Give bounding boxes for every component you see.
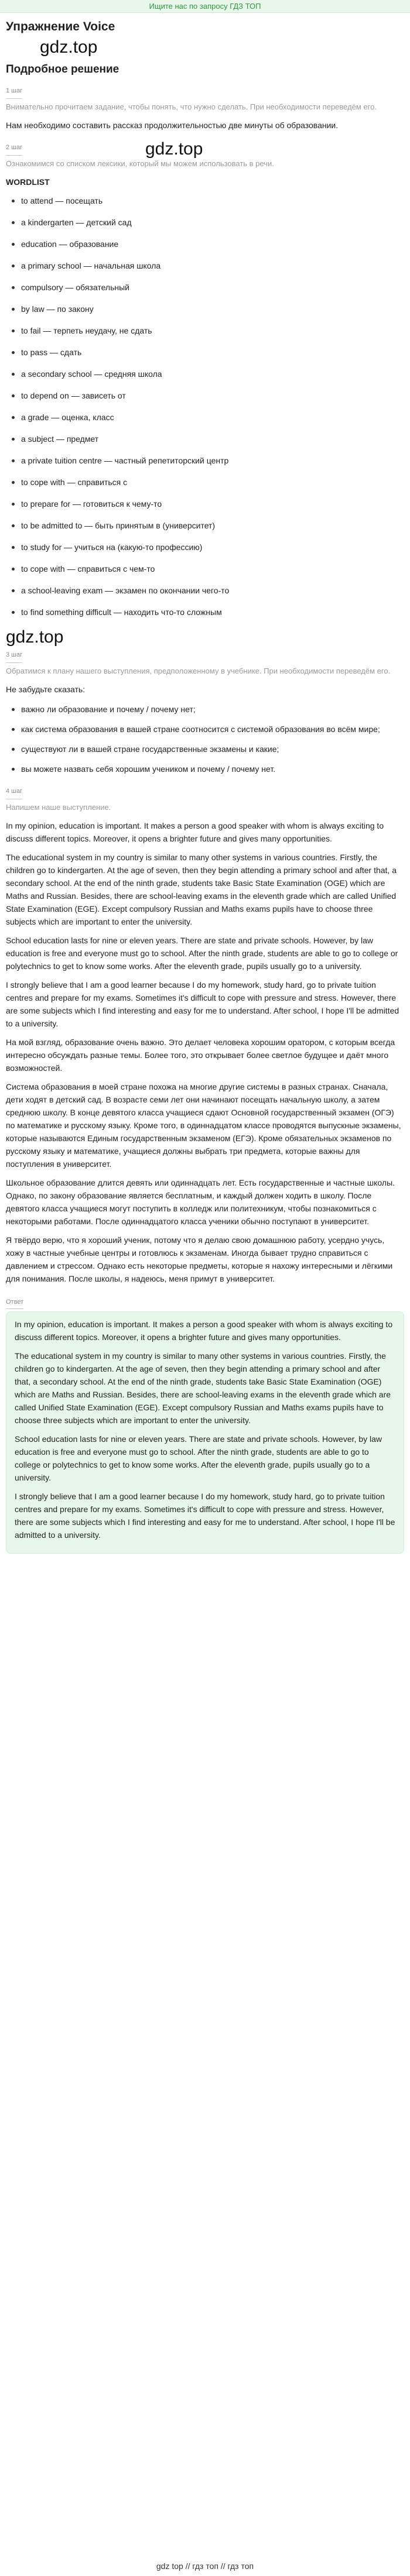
wordlist-item: a grade — оценка, класс xyxy=(6,411,404,424)
step-2 xyxy=(6,140,404,619)
wordlist-item: to pass — сдать xyxy=(6,346,404,359)
solution-subtitle: Подробное решение xyxy=(6,63,119,75)
top-banner-link[interactable]: Ищите нас по запросу ГДЗ ТОП xyxy=(0,0,410,13)
wordlist-item: a kindergarten — детский сад xyxy=(6,216,404,229)
wordlist-item: a secondary school — средняя школа xyxy=(6,367,404,380)
plan-list xyxy=(6,703,404,775)
wordlist-item: by law — по закону xyxy=(6,303,404,315)
wordlist xyxy=(6,194,404,619)
wordlist-item: to depend on — зависеть от xyxy=(6,389,404,402)
watermark: gdz.top xyxy=(145,139,203,159)
step-hint: Обратимся к плану нашего выступления, предположенному в учебнике. При необходимости переведём его. xyxy=(6,667,391,675)
plan-item: существуют ли в вашей стране государственные экзамены и какие; xyxy=(6,743,404,755)
wordlist-item: a private tuition centre — частный репетиторский центр xyxy=(6,454,404,467)
wordlist-item: a school-leaving exam — экзамен по окончании чего-то xyxy=(6,584,404,597)
wordlist-item: to attend — посещать xyxy=(6,194,404,207)
step-hint: Внимательно прочитаем задание, чтобы понять, что нужно сделать. При необходимости переведём его. xyxy=(6,102,377,111)
watermark: gdz.top xyxy=(6,627,64,647)
step-text: Нам необходимо составить рассказ продолжительностью две минуты об образовании. xyxy=(6,121,339,130)
paragraph: На мой взгляд, образование очень важно. Это делает человека хорошим оратором, с которым всегда интересно обсуждать разные темы. Более того, это открывает более светлое будущее и даёт много возможностей. xyxy=(6,1038,395,1073)
step-hint: Ознакомимся со списком лексики, который мы можем использовать в речи. xyxy=(6,159,274,168)
paragraph: Система образования в моей стране похожа на многие другие системы в разных странах. Сначала, дети ходят в детский сад. В возрасте семи лет они начинают посещать начальную школу, а затем среднюю школу. В конце девятого класса учащиеся сдают Основной государственный экзамен (ОГЭ) по математике и русскому языку. Кроме того, в одиннадцатом классе проводятся выпускные экзамены, которые называются Единым государственным экзаменом (ЕГЭ). Кроме обязательных экзаменов по русскому языку и математике, учащиеся должны выбрать три предмета, которые важны для поступления в университет. xyxy=(6,1082,401,1169)
content xyxy=(0,19,410,1554)
paragraph: The educational system in my country is similar to many other systems in various countries. Firstly, the children go to kindergarten. At the age of seven, then they begin attending a primary school and after that, a secondary school. At the end of the ninth grade, students take Basic State Examination (OGE) which are Maths and Russian. Besides, there are school-leaving exams in the eleventh grade which are called Unified State Examination (EGE). Except compulsory Russian and Maths exams pupils have to choose three subjects which are important to enter the university. xyxy=(6,853,397,926)
paragraph: School education lasts for nine or eleven years. There are state and private schools. However, by law education is free and everyone must go to school. After the ninth grade, students are able to go to college or polytechnics to get to know some works. After the eleventh grade, pupils usually go to a university. xyxy=(15,1434,382,1482)
wordlist-item: a primary school — начальная школа xyxy=(6,259,404,272)
watermark: gdz.top xyxy=(40,37,98,57)
paragraph: I strongly believe that I am a good learner because I do my homework, study hard, go to private tuition centres and prepare for my exams. Sometimes it's difficult to cope with pressure and stress. However, there are some subjects which I find interesting and easy for me to understand. After school, I hope I'll be admitted to a university. xyxy=(6,980,399,1028)
paragraph: I strongly believe that I am a good learner because I do my homework, study hard, go to private tuition centres and prepare for my exams. Sometimes it's difficult to cope with pressure and stress. However, there are some subjects which I find interesting and easy for me to understand. After school, I hope I'll be admitted to a university. xyxy=(15,1492,395,1540)
wordlist-item: to study for — учиться на (какую-то профессию) xyxy=(6,541,404,554)
answer-label: Ответ xyxy=(6,1296,23,1309)
step-3 xyxy=(6,647,404,775)
paragraph: In my opinion, education is important. It makes a person a good speaker with whom is always exciting to discuss different topics. Moreover, it opens a brighter future and gives many opportunities. xyxy=(15,1320,393,1342)
plan-item: как система образования в вашей стране соотносится с системой образования во всём мире; xyxy=(6,723,404,736)
paragraph: In my opinion, education is important. It makes a person a good speaker with whom is always exciting to discuss different topics. Moreover, it opens a brighter future and gives many opportunities. xyxy=(6,821,384,843)
wordlist-item: to fail — терпеть неудачу, не сдать xyxy=(6,324,404,337)
wordlist-title: WORDLIST xyxy=(6,177,50,187)
paragraph: Школьное образование длится девять или одиннадцать лет. Есть государственные и частные школы. Однако, по закону образование является бесплатным, и каждый должен ходить в школу. После девятого класса учащиеся могут поступить в колледж или политехникум, чтобы познакомиться с некоторыми работами. После одиннадцатого класса ученики обычно поступают в университет. xyxy=(6,1178,395,1226)
footer-links[interactable]: gdz top // гдз топ // гдз топ xyxy=(156,2561,254,2571)
wordlist-item: to cope with — справиться с xyxy=(6,476,404,489)
plan-item: важно ли образование и почему / почему нет; xyxy=(6,703,404,716)
paragraph: The educational system in my country is similar to many other systems in various countries. Firstly, the children go to kindergarten. At the age of seven, then they begin attending a primary school and after that, a secondary school. At the end of the ninth grade, students take Basic State Examination (OGE) which are Maths and Russian. Besides, there are school-leaving exams in the eleventh grade which are called Unified State Examination (EGE). Except compulsory Russian and Maths exams pupils have to choose three subjects which are important to enter the university. xyxy=(15,1351,391,1425)
speech-text-en xyxy=(6,819,404,1030)
step-label: 2 шаг xyxy=(6,141,22,156)
wordlist-item: to prepare for — готовиться к чему-то xyxy=(6,497,404,510)
paragraph: Я твёрдо верю, что я хороший ученик, потому что я делаю свою домашнюю работу, усердно учусь, хожу в частные учебные центры и готовлюсь к экзаменам. Иногда бывает трудно справиться с давлением и стрессом. Однако есть некоторые предметы, которые я нахожу интересными и лёгкими для понимания. После школы, я надеюсь, меня примут в университет. xyxy=(6,1235,393,1283)
answer-box xyxy=(6,1311,404,1554)
step-1 xyxy=(6,83,404,132)
wordlist-item: to cope with — справиться с чем-то xyxy=(6,562,404,575)
step-label: 1 шаг xyxy=(6,84,22,99)
page-title: Упражнение Voice xyxy=(6,20,115,33)
wordlist-item: to find something difficult — находить что-то сложным xyxy=(6,606,404,619)
wordlist-item: compulsory — обязательный xyxy=(6,281,404,294)
step-label: 4 шаг xyxy=(6,785,22,799)
paragraph: School education lasts for nine or eleven years. There are state and private schools. However, by law education is free and everyone must go to school. After the ninth grade, students are able to go to college or polytechnics to get to know some works. After the eleventh grade, pupils usually go to a university. xyxy=(6,936,398,971)
wordlist-item: a subject — предмет xyxy=(6,432,404,445)
speech-text-ru xyxy=(6,1036,404,1285)
step-label: 3 шаг xyxy=(6,648,22,663)
step-4 xyxy=(6,784,404,1285)
wordlist-item: to be admitted to — быть принятым в (университет) xyxy=(6,519,404,532)
step-intro: Не забудьте сказать: xyxy=(6,685,86,694)
plan-item: вы можете назвать себя хорошим учеником и почему / почему нет. xyxy=(6,763,404,775)
step-hint: Напишем наше выступление. xyxy=(6,803,111,812)
wordlist-item: education — образование xyxy=(6,238,404,250)
